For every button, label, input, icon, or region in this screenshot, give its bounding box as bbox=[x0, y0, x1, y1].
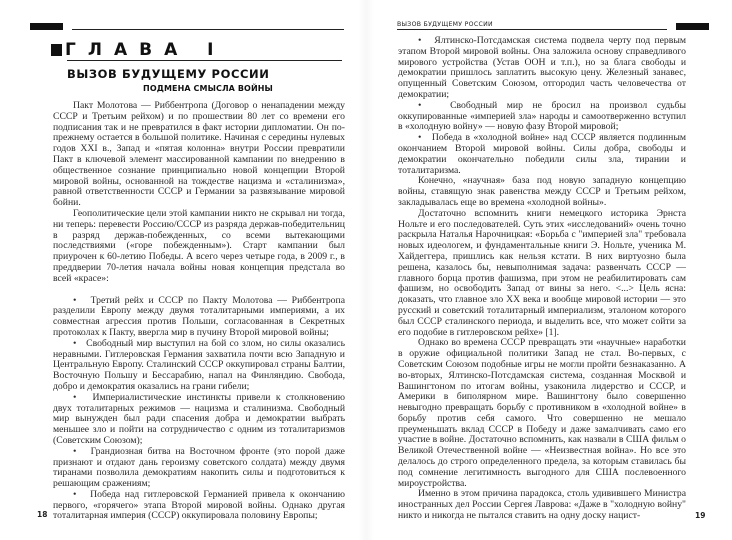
right-page bbox=[366, 0, 732, 540]
bullet-item: • Грандиозная битва на Восточном фронте (это порой даже признают и отдают дань героизму советского солдата) между двумя тиранами позволила демократиям накопить силы и подготовиться к решающим сражениям; bbox=[53, 447, 345, 490]
section-title: ПОДМЕНА СМЫСЛА ВОЙНЫ bbox=[143, 84, 273, 93]
page-number-left: 18 bbox=[37, 510, 48, 519]
running-head-rule bbox=[397, 29, 667, 30]
bullet-item: • Свободный мир выступил на бой со злом, но силы оказались неравными. Гитлеровская Германия захватила почти всю Западную и Центральную Европу. Сталинский СССР оккупировал страны Балтии, Восточную Польшу и Бессарабию, напал на Финляндию. Свобода, добро и демократия оказались на грани гибели; bbox=[53, 339, 345, 393]
chapter-label bbox=[51, 40, 225, 60]
spacer bbox=[53, 285, 345, 296]
paragraph: Конечно, «научная» база под новую западную концепцию войны, ставящую знак равенства между СССР и Третьим рейхом, закладывалась еще во времена «холодной войны». bbox=[398, 175, 686, 208]
bullet-item: • Ялтинско-Потсдамская система подвела черту под первым этапом Второй мировой войны. Она заложила основу справедливого мирового устройства (Устав ООН и т.п.), но за блага свободы и демократии пришлось заплатить высокую цену. Железный занавес, опущенный Советским Союзом, отгородил часть человечества от демократии; bbox=[398, 36, 686, 101]
bullet-item: • Победа в «холодной войне» над СССР является подлинным окончанием Второй мировой войны. Силы добра, свободы и демократии окончательно победили силы зла, тирании и тоталитаризма. bbox=[398, 133, 686, 176]
book-gutter bbox=[358, 0, 374, 540]
paragraph: Однако во времена СССР превращать эти «научные» наработки в оружие официальной политики Запад не стал. Во-первых, с Советским Союзом подобные игры не могли пройти безнаказанно. А во-вторых, Ялтинско-Потсдамская система, созданная Москвой и Вашингтоном по итогам войны, узаконила лидерство и СССР, и Америки в биполярном мире. Вашингтону было совершенно невыгодно превращать борьбу с противником в «холодной войне» в борьбу против себя самого. Что совершенно не мешало преуменьшать вклад СССР в Победу и даже замалчивать само его участие в войне. Достаточно вспомнить, как назвали в США фильм о Великой Отечественной войне — «Неизвестная война». Но все это делалось до строго определенного предела, за которым ставилась бы под сомнение легитимность выгодного для США послевоенного мироустройства. bbox=[398, 337, 686, 489]
right-page-body bbox=[398, 36, 686, 522]
chapter-title: ВЫЗОВ БУДУЩЕМУ РОССИИ bbox=[67, 67, 270, 81]
chapter-label-text: ГЛАВА I bbox=[65, 40, 226, 60]
bullet-item: • Победа над гитлеровской Германией привела к окончанию первого, «горячего» этапа Второй мировой войны. Однако другая тоталитарная империя (СССР) оккупировала половину Европы; bbox=[53, 490, 345, 522]
bullet-item: • Свободный мир не бросил на произвол судьбы оккупированные «империей зла» народы и самоотверженно вступил в «холодную войну» — новую фазу Второй мировой; bbox=[398, 101, 686, 133]
left-page-body bbox=[53, 101, 345, 522]
bullet-item: • Империалистические инстинкты привели к столкновению двух тоталитарных режимов — нацизма и сталинизма. Свободный мир вынужден был ради спасения добра и демократии выбрать меньшее зло и пойти на сотрудничество с одним из тоталитаризмов (Советским Союзом); bbox=[53, 393, 345, 447]
paragraph: Достаточно вспомнить книги немецкого историка Эрнста Нольте и его последователей. Суть этих «исследований» очень точно раскрыла Наталья Нарочницкая: «Борьба с "империей зла" требовала новых идеологем, и фундаментальные книги Э. Нольте, ученика М. Хайдеггера, пришлись как нельзя кстати. В них виртуозно была решена, казалось бы, невыполнимая задача: развенчать СССР — главного борца против фашизма, при этом не реабилитировать сам фашизм, но освободить Запад от вины за него. <...> Цель ясна: доказать, что главное зло XX века и вообще мировой истории — это русский и советский тоталитарный империализм, эталоном которого был СССР сталинского периода, и выделить все, что может сойти за его подобие в гитлеровском рейхе» [1]. bbox=[398, 207, 686, 338]
chapter-square-icon bbox=[51, 44, 62, 56]
running-head: ВЫЗОВ БУДУЩЕМУ РОССИИ bbox=[397, 21, 493, 28]
chapter-title-rule bbox=[67, 60, 342, 61]
running-head-decorative-bar bbox=[676, 23, 709, 30]
paragraph: Пакт Молотова — Риббентропа (Договор о ненападении между СССР и Третьим рейхом) и по прошествии 80 лет со времени его подписания так и не превратился в факт истории дипломатии. Он по-прежнему остается в большой политике. Начиная с середины нулевых годов XXI в., Запад и «пятая колонна» внутри России превратили Пакт в ключевой элемент массированной кампании по внедрению в общественное сознание принципиально новой концепции Второй мировой войны, основанной на тождестве нацизма и «сталинизма», равной ответственности СССР и Германии за развязывание мировой бойни. bbox=[53, 100, 345, 209]
paragraph: Геополитические цели этой кампании никто не скрывал ни тогда, ни теперь: перевести Россию/СССР из разряда держав-победительниц в разряд держав-побежденных, со всеми вытекающими последствиями («горе побежденным»). Старт кампании был приурочен к 60-летию Победы. А всего через четыре года, в 2009 г., в преддверии 70-летия начала войны новая концепция предстала во всей «красе»: bbox=[53, 207, 345, 284]
page-number-right: 19 bbox=[695, 511, 706, 520]
chapter-top-rule bbox=[72, 29, 344, 30]
paragraph: Именно в этом причина парадокса, столь удивившего Министра иностранных дел России Сергея Лаврова: «Даже в "холодную войну" никто и никогда не пытался ставить на одну доску нацист- bbox=[398, 488, 686, 522]
chapter-decorative-bar bbox=[30, 23, 63, 30]
bullet-item: • Третий рейх и СССР по Пакту Молотова — Риббентропа разделили Европу между двумя тоталитарными империями, а их совместная агрессия против Польши, согласованная в Секретных протоколах к Пакту, ввергла мир в пучину Второй мировой войны; bbox=[53, 296, 345, 339]
